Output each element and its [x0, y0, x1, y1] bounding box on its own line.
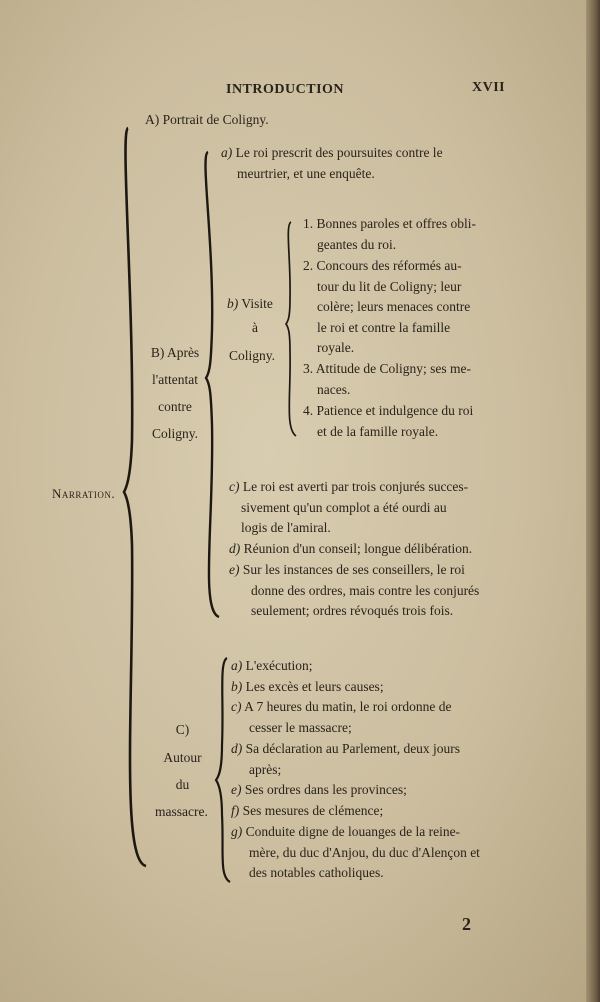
item-letter: a) [231, 658, 243, 673]
section-c-item-g [231, 822, 480, 884]
item-text: donne des ordres, mais contre les conjurés [251, 582, 480, 598]
subitem-text: colère; leurs menaces contre [317, 299, 471, 314]
visite-subitem-2 [303, 256, 470, 359]
section-b-item-c [229, 477, 468, 539]
item-letter: c) [231, 699, 242, 714]
item-letter: d) [231, 741, 243, 756]
section-c-item-a [231, 656, 313, 677]
section-c-item-b [231, 677, 384, 698]
item-text: après; [249, 761, 282, 777]
brace-section-c [216, 658, 230, 882]
visite-subitem-1 [303, 214, 476, 255]
section-c-label-line: massacre. [155, 804, 208, 819]
section-c-label-line: du [175, 777, 190, 792]
visite-subitem-4 [303, 401, 473, 442]
subitem-text: tour du lit de Coligny; leur [317, 278, 462, 294]
section-b-item-e [229, 560, 479, 622]
page-number: XVII [472, 80, 506, 95]
brace-narration [124, 128, 146, 866]
item-text: Le roi prescrit des poursuites contre le [235, 145, 443, 160]
subitem-number: 1. [303, 216, 314, 231]
signature-mark: 2 [462, 914, 471, 934]
section-b-label-line: l'attentat [152, 372, 198, 387]
item-letter: b) [227, 296, 239, 311]
section-b-item-a [221, 143, 443, 184]
running-title: INTRODUCTION [226, 82, 345, 97]
subitem-number: 4. [303, 403, 314, 418]
item-text: Le roi est averti par trois conjurés succes- [242, 479, 469, 494]
subitem-text: naces. [317, 381, 351, 397]
section-c-item-d [231, 739, 460, 780]
item-text: A 7 heures du matin, le roi ordonne de [244, 699, 452, 714]
item-text: des notables catholiques. [249, 865, 384, 880]
item-text: cesser le massacre; [249, 719, 352, 735]
section-b-item-d [229, 539, 472, 560]
item-letter: e) [231, 782, 242, 797]
item-text: Ses mesures de clémence; [242, 803, 384, 818]
section-c-item-f [231, 801, 383, 822]
section-c-item-e [231, 780, 407, 801]
item-letter: f) [231, 803, 240, 818]
item-text: Sa déclaration au Parlement, deux jours [245, 741, 461, 756]
subitem-number: 2. [303, 258, 314, 273]
visite-label-text: Visite [241, 296, 273, 311]
item-text: mère, du duc d'Anjou, du duc d'Alençon et [249, 844, 480, 860]
section-c-label-line: C) [175, 722, 190, 737]
item-letter: c) [229, 479, 240, 494]
visite-label-line: à [252, 320, 258, 335]
subitem-text: Bonnes paroles et offres obli- [316, 216, 476, 231]
narration-label: Narration. [52, 486, 116, 501]
item-letter: d) [229, 541, 241, 556]
visite-subitem-3 [303, 359, 471, 400]
section-b-label-line: B) Après [150, 345, 200, 360]
section-b-label-line: Coligny. [151, 426, 198, 441]
item-text: Les excès et leurs causes; [245, 679, 384, 694]
section-c-label-line: Autour [163, 750, 202, 765]
subitem-text: Attitude de Coligny; ses me- [315, 361, 471, 376]
item-text: seulement; ordres révoqués trois fois. [251, 603, 454, 618]
item-text: L'exécution; [245, 658, 313, 673]
item-text: Ses ordres dans les provinces; [244, 782, 407, 797]
subitem-text: le roi et contre la famille [317, 319, 451, 335]
section-c-item-c [231, 697, 451, 738]
visite-label-line [227, 293, 273, 314]
item-text: Conduite digne de louanges de la reine- [245, 824, 461, 839]
item-text: Réunion d'un conseil; longue délibération. [243, 541, 473, 556]
item-letter: g) [231, 824, 243, 839]
subitem-text: royale. [317, 340, 355, 355]
subitem-text: geantes du roi. [317, 236, 397, 252]
section-b-label-line: contre [158, 399, 192, 414]
item-letter: b) [231, 679, 243, 694]
item-letter: a) [221, 145, 233, 160]
subitem-number: 3. [303, 361, 314, 376]
item-text: Sur les instances de ses conseillers, le roi [242, 562, 465, 577]
subitem-text: et de la famille royale. [317, 423, 439, 439]
subitem-text: Concours des réformés au- [316, 258, 462, 273]
brace-visite [286, 222, 296, 436]
item-text: meurtrier, et une enquête. [237, 165, 375, 181]
item-text: logis de l'amiral. [241, 520, 331, 535]
subitem-text: Patience et indulgence du roi [316, 403, 474, 418]
item-letter: e) [229, 562, 240, 577]
visite-label-line: Coligny. [229, 348, 276, 363]
item-text: sivement qu'un complot a été ourdi au [241, 499, 447, 515]
section-a-title: A) Portrait de Coligny. [145, 112, 269, 127]
